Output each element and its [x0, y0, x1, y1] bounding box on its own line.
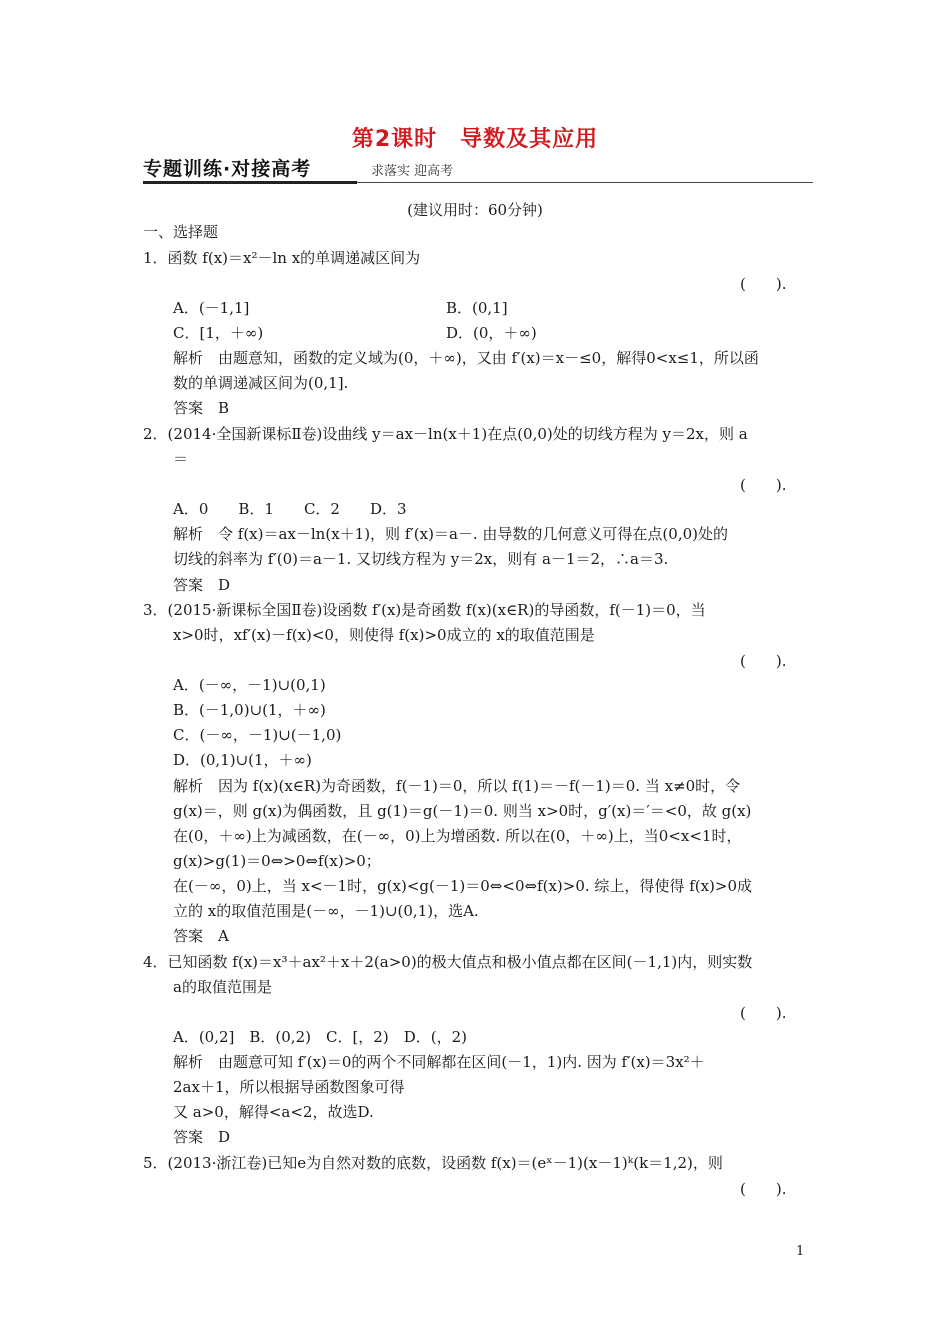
q5-stem-line1: 5．(2013·浙江卷)已知e为自然对数的底数，设函数 f(x)＝(eˣ－1)(x－1)ᵏ(k＝1,2)，则	[143, 1154, 723, 1172]
q3-option-a: A．(－∞，－1)∪(0,1)	[173, 676, 326, 694]
q3-analysis-line3: 在(0，＋∞)上为减函数，在(－∞，0)上为增函数. 所以在(0，＋∞)上，当0<x<1时，	[173, 827, 742, 845]
q3-stem-line2: x>0时，xf′(x)－f(x)<0，则使得 f(x)>0成立的 x的取值范围是	[173, 626, 595, 644]
q3-stem-line1: 3．(2015·新课标全国Ⅱ卷)设函数 f′(x)是奇函数 f(x)(x∈R)的导函数，f(－1)＝0，当	[143, 601, 706, 619]
q1-answer: 答案 B	[173, 399, 230, 417]
q3-analysis-line5: 在(－∞，0)上，当 x<－1时，g(x)<g(－1)＝0⇔<0⇔f(x)>0. 综上，得使得 f(x)>0成	[173, 877, 753, 895]
q1-option-a: A．(－1,1]	[173, 299, 250, 317]
q1-answer-paren: ( ).	[740, 275, 787, 293]
q2-stem-line1: 2．(2014·全国新课标Ⅱ卷)设曲线 y＝ax－ln(x＋1)在点(0,0)处的切线方程为 y＝2x，则 a	[143, 425, 748, 443]
q4-analysis-line2: 2ax＋1，所以根据导函数图象可得	[173, 1078, 405, 1096]
q1-option-c: C．[1，＋∞)	[173, 324, 264, 342]
banner-subtitle: 求落实 迎高考	[371, 164, 454, 179]
q4-answer: 答案 D	[173, 1128, 231, 1146]
q4-analysis-line3: 又 a>0，解得<a<2，故选D.	[173, 1103, 374, 1121]
q4-answer-paren: ( ).	[740, 1004, 787, 1022]
banner-rule-thick	[143, 181, 357, 184]
q1-stem-line1: 1．函数 f(x)＝x²－ln x的单调递减区间为	[143, 249, 421, 267]
banner-title: 专题训练·对接高考	[143, 158, 312, 180]
q3-answer-paren: ( ).	[740, 652, 787, 670]
q1-option-d: D．(0，＋∞)	[446, 324, 537, 342]
q2-analysis-line2: 切线的斜率为 f′(0)＝a－1. 又切线方程为 y＝2x，则有 a－1＝2，∴a＝3.	[173, 550, 669, 568]
q3-option-d: D．(0,1)∪(1，＋∞)	[173, 751, 312, 769]
q1-analysis-line2: 数的单调递减区间为(0,1].	[173, 374, 349, 392]
q4-stem-line1: 4．已知函数 f(x)＝x³＋ax²＋x＋2(a>0)的极大值点和极小值点都在区间(－1,1)内，则实数	[143, 953, 753, 971]
banner-rule-thin	[357, 182, 813, 183]
q2-options: A．0 B．1 C．2 D．3	[173, 500, 407, 518]
q2-answer: 答案 D	[173, 576, 231, 594]
q2-stem-line2: ＝	[173, 450, 189, 468]
q5-answer-paren: ( ).	[740, 1180, 787, 1198]
q1-analysis-line1: 解析 由题意知，函数的定义域为(0，＋∞)，又由 f′(x)＝x－≤0，解得0<x≤1，所以函	[173, 349, 759, 367]
q1-option-b: B．(0,1]	[446, 299, 508, 317]
q3-analysis-line6: 立的 x的取值范围是(－∞，－1)∪(0,1)，选A.	[173, 902, 479, 920]
q2-analysis-line1: 解析 令 f(x)＝ax－ln(x＋1)，则 f′(x)＝a－. 由导数的几何意义可得在点(0,0)处的	[173, 525, 728, 543]
time-note: (建议用时：60分钟)	[407, 201, 543, 219]
q3-option-b: B．(－1,0)∪(1，＋∞)	[173, 701, 326, 719]
q3-analysis-line1: 解析 因为 f(x)(x∈R)为奇函数，f(－1)＝0，所以 f(1)＝－f(－1)＝0. 当 x≠0时，令	[173, 777, 741, 795]
q4-stem-line2: a的取值范围是	[173, 978, 272, 996]
q4-analysis-line1: 解析 由题意可知 f′(x)＝0的两个不同解都在区间(－1，1)内. 因为 f′(x)＝3x²＋	[173, 1053, 705, 1071]
q4-options: A．(0,2] B．(0,2) C．[，2) D．(，2)	[173, 1028, 467, 1046]
section-banner	[143, 152, 813, 182]
page-title: 第2课时 导数及其应用	[351, 127, 599, 152]
q3-answer: 答案 A	[173, 927, 229, 945]
q3-analysis-line4: g(x)>g(1)＝0⇔>0⇔f(x)>0；	[173, 852, 381, 870]
page-number: 1	[796, 1244, 805, 1259]
section-heading: 一、选择题	[143, 223, 219, 241]
q3-option-c: C．(－∞，－1)∪(－1,0)	[173, 726, 342, 744]
q2-answer-paren: ( ).	[740, 476, 787, 494]
q3-analysis-line2: g(x)＝，则 g(x)为偶函数，且 g(1)＝g(－1)＝0. 则当 x>0时，g′(x)＝′＝<0，故 g(x)	[173, 802, 752, 820]
